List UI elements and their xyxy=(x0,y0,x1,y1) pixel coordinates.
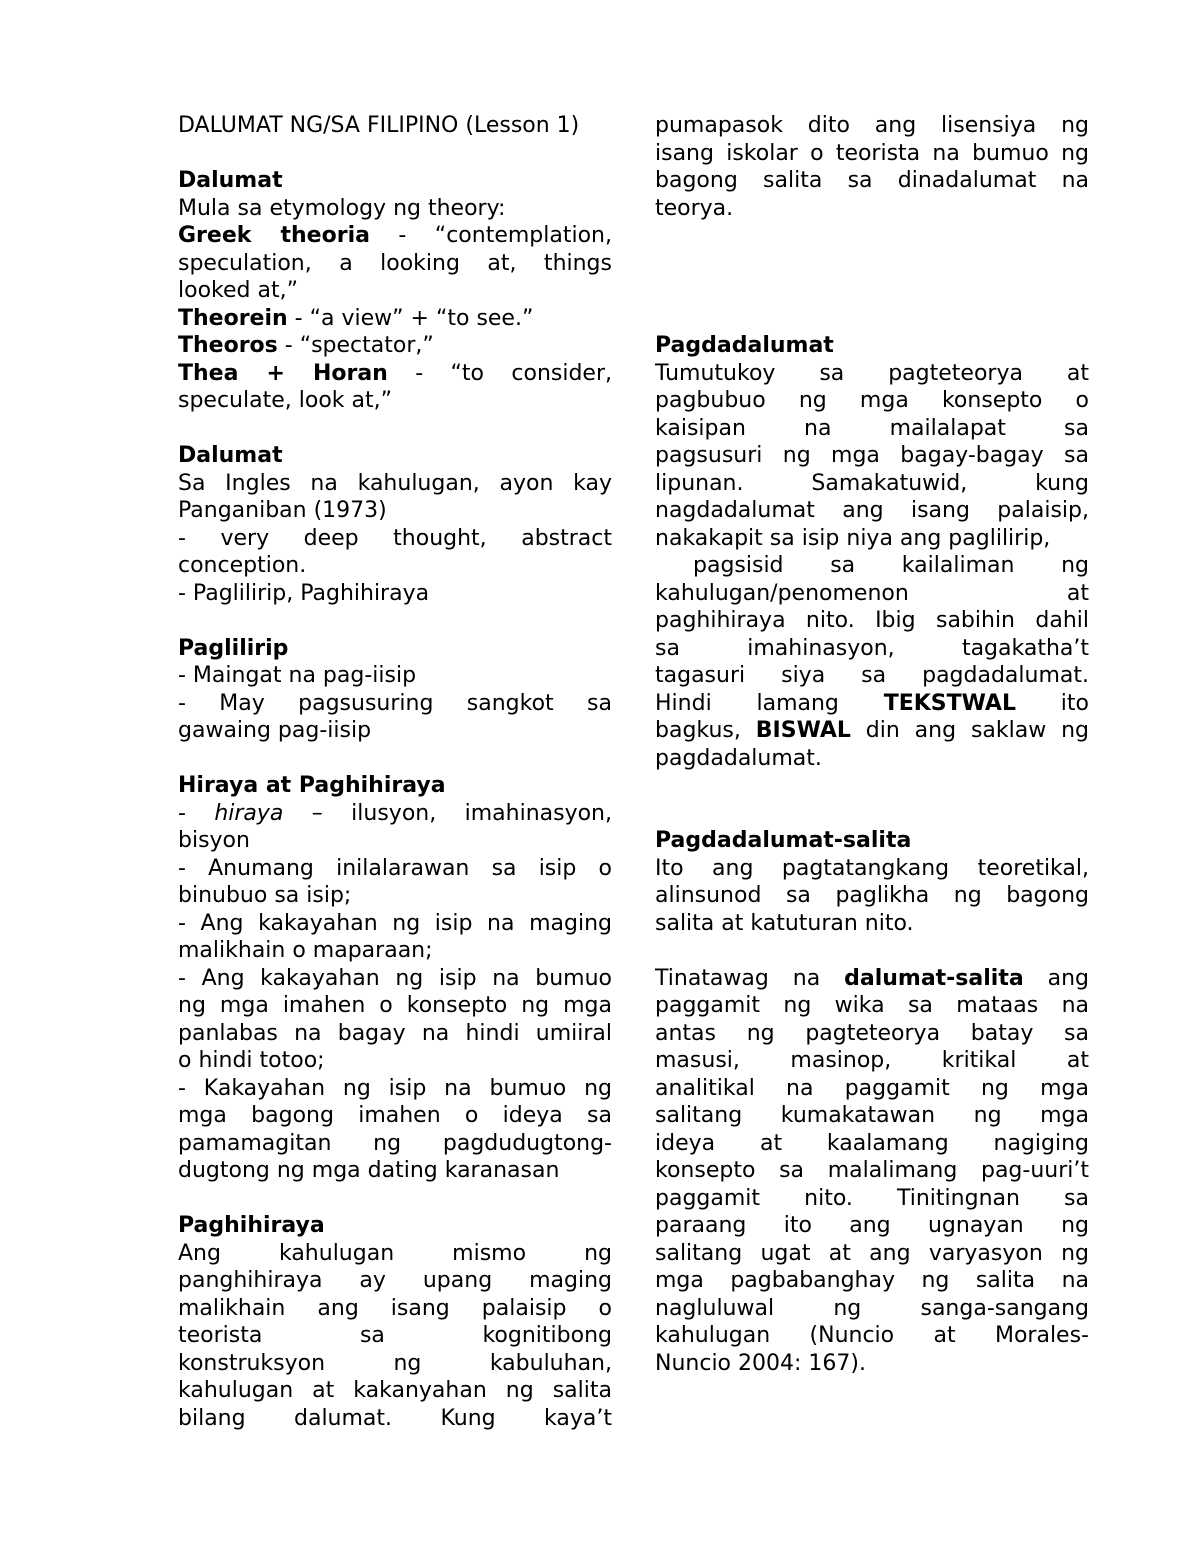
section-heading-paghihiraya: Paghihiraya xyxy=(178,1213,325,1238)
text-line: mga bagong imahen o ideya sa xyxy=(178,1103,612,1128)
section-heading-dalumat-2: Dalumat xyxy=(178,443,283,468)
text-line: - Anumang inilalarawan sa isip o xyxy=(178,855,612,881)
term-hiraya: hiraya xyxy=(214,800,284,826)
definition-text: – ilusyon, imahinasyon, xyxy=(283,800,612,826)
text-line: konstruksyon ng kabuluhan, xyxy=(178,1350,612,1376)
term-biswal: BISWAL xyxy=(755,718,851,743)
text-line xyxy=(655,690,1089,718)
section-heading-hiraya: Hiraya at Paghihiraya xyxy=(178,773,446,798)
text-line: speculate, look at,” xyxy=(178,388,393,413)
text-line: panlabas na bagay na hindi umiiral xyxy=(178,1020,612,1046)
text-fragment: ang xyxy=(1023,965,1089,991)
text-line: nagluluwal ng sanga-sangang xyxy=(655,1295,1089,1321)
text-line: conception. xyxy=(178,553,307,578)
text-line: kaisipan na mailalapat sa xyxy=(655,415,1089,441)
section-heading-pagdadalumat: Pagdadalumat xyxy=(655,333,834,358)
text-fragment: bagkus, xyxy=(655,718,756,743)
text-line: pagbubuo ng mga konsepto o xyxy=(655,388,1089,413)
text-line: Tumutukoy sa pagteteorya at xyxy=(655,360,1089,386)
text-line: konsepto sa malalimang pag-uuri’t xyxy=(655,1158,1089,1183)
text-line: Ito ang pagtatangkang teoretikal, xyxy=(655,855,1089,881)
text-line xyxy=(178,332,612,360)
text-line: bilang dalumat. Kung kaya’t xyxy=(178,1405,612,1431)
definition-text: - “to consider, xyxy=(387,360,613,386)
text-line: gawaing pag-iisip xyxy=(178,718,372,743)
text-line: binubuo sa isip; xyxy=(178,883,352,908)
text-line: lipunan. Samakatuwid, kung xyxy=(655,470,1089,496)
definition-text: - “a view” + “to see.” xyxy=(287,305,534,331)
text-line: salitang kumakatawan ng mga xyxy=(655,1103,1089,1128)
term-greek-theoria: Greek theoria xyxy=(178,223,370,248)
section-heading-paglilirip: Paglilirip xyxy=(178,635,289,661)
text-line: o hindi totoo; xyxy=(178,1048,325,1073)
term-theorein: Theorein xyxy=(178,305,288,331)
text-line: - Ang kakayahan ng isip na bumuo xyxy=(178,965,612,991)
text-line: bagong salita sa dinadalumat na xyxy=(655,168,1089,193)
text-line: looked at,” xyxy=(178,278,298,303)
text-line: paghihiraya nito. Ibig sabihin dahil xyxy=(655,608,1089,633)
text-line xyxy=(178,305,612,333)
definition-text: - “contemplation, xyxy=(369,223,612,248)
text-line xyxy=(178,800,612,828)
text-line: pagdadalumat. xyxy=(655,745,822,771)
bullet-dash: - xyxy=(178,800,215,826)
text-line: panghihiraya ay upang maging xyxy=(178,1268,612,1293)
text-line: bisyon xyxy=(178,828,250,853)
term-tekstwal: TEKSTWAL xyxy=(883,690,1016,716)
text-line: nakakapit sa isip niya ang paglilirip, xyxy=(655,525,1051,551)
text-line: paggamit nito. Tinitingnan sa xyxy=(655,1185,1089,1211)
text-line: analitikal na paggamit ng mga xyxy=(655,1075,1089,1101)
text-fragment: Hindi lamang xyxy=(655,690,884,716)
text-line: speculation, a looking at, things xyxy=(178,250,612,276)
text-line: masusi, masinop, kritikal at xyxy=(655,1048,1089,1073)
text-line: kahulugan/penomenon at xyxy=(655,580,1089,606)
text-line: pumapasok dito ang lisensiya ng xyxy=(655,113,1089,138)
text-line: - Ang kakayahan ng isip na maging xyxy=(178,910,612,936)
text-line: malikhain ang isang palaisip o xyxy=(178,1295,612,1321)
text-line xyxy=(655,717,1089,745)
text-line: - very deep thought, abstract xyxy=(178,525,612,551)
section-heading-dalumat: Dalumat xyxy=(178,168,283,193)
text-line: antas ng pagteteorya batay sa xyxy=(655,1020,1089,1046)
text-line: kahulugan at kakanyahan ng salita xyxy=(178,1378,612,1403)
text-line: Panganiban (1973) xyxy=(178,498,387,523)
text-line: kahulugan (Nuncio at Morales- xyxy=(655,1323,1089,1348)
text-fragment: din ang saklaw ng xyxy=(850,718,1090,743)
text-line xyxy=(178,360,612,388)
document-title: DALUMAT NG/SA FILIPINO (Lesson 1) xyxy=(178,113,580,138)
text-line: salita at katuturan nito. xyxy=(655,910,914,936)
text-line: isang iskolar o teorista na bumuo ng xyxy=(655,140,1089,166)
text-line: tagasuri siya sa pagdadalumat. xyxy=(655,663,1089,688)
text-line: dugtong ng mga dating karanasan xyxy=(178,1158,560,1183)
text-line: ideya at kaalamang nagiging xyxy=(655,1130,1089,1156)
term-thea-horan: Thea + Horan xyxy=(178,360,388,386)
text-line: mga pagbabanghay ng salita na xyxy=(655,1268,1089,1293)
text-line: pagsusuri ng mga bagay-bagay sa xyxy=(655,443,1089,468)
definition-text: - “spectator,” xyxy=(277,333,434,358)
term-theoros: Theoros xyxy=(178,333,278,358)
text-line: salitang ugat at ang varyasyon ng xyxy=(655,1240,1089,1266)
text-fragment: ito xyxy=(1015,690,1089,716)
text-line: malikhain o maparaan; xyxy=(178,938,433,963)
text-line: - Paglilirip, Paghihiraya xyxy=(178,580,430,606)
text-line: Mula sa etymology ng theory: xyxy=(178,195,506,221)
text-line: alinsunod sa paglikha ng bagong xyxy=(655,883,1089,908)
text-line: paggamit ng wika sa mataas na xyxy=(655,993,1089,1018)
text-line: pamamagitan ng pagdudugtong- xyxy=(178,1130,612,1156)
text-line: paraang ito ang ugnayan ng xyxy=(655,1213,1089,1238)
text-line xyxy=(178,222,612,250)
text-line: Sa Ingles na kahulugan, ayon kay xyxy=(178,470,612,496)
text-line: sa imahinasyon, tagakatha’t xyxy=(655,635,1089,661)
text-line: - May pagsusuring sangkot sa xyxy=(178,690,612,716)
term-dalumat-salita: dalumat-salita xyxy=(844,965,1024,991)
text-line: - Maingat na pag-iisip xyxy=(178,663,417,688)
text-line: Ang kahulugan mismo ng xyxy=(178,1240,612,1266)
text-line: - Kakayahan ng isip na bumuo ng xyxy=(178,1075,612,1101)
text-line: teorya. xyxy=(655,195,734,221)
section-heading-pagdadalumat-salita: Pagdadalumat-salita xyxy=(655,828,912,853)
left-column xyxy=(178,112,612,1432)
text-line: teorista sa kognitibong xyxy=(178,1323,612,1348)
text-line xyxy=(655,965,1089,993)
text-line: ng mga imahen o konsepto ng mga xyxy=(178,993,612,1018)
right-column xyxy=(655,112,1089,1377)
text-line: pagsisid sa kailaliman ng xyxy=(693,553,1089,578)
text-line: Nuncio 2004: 167). xyxy=(655,1350,866,1376)
text-fragment: Tinatawag na xyxy=(655,965,845,991)
text-line: nagdadalumat ang isang palaisip, xyxy=(655,498,1089,523)
